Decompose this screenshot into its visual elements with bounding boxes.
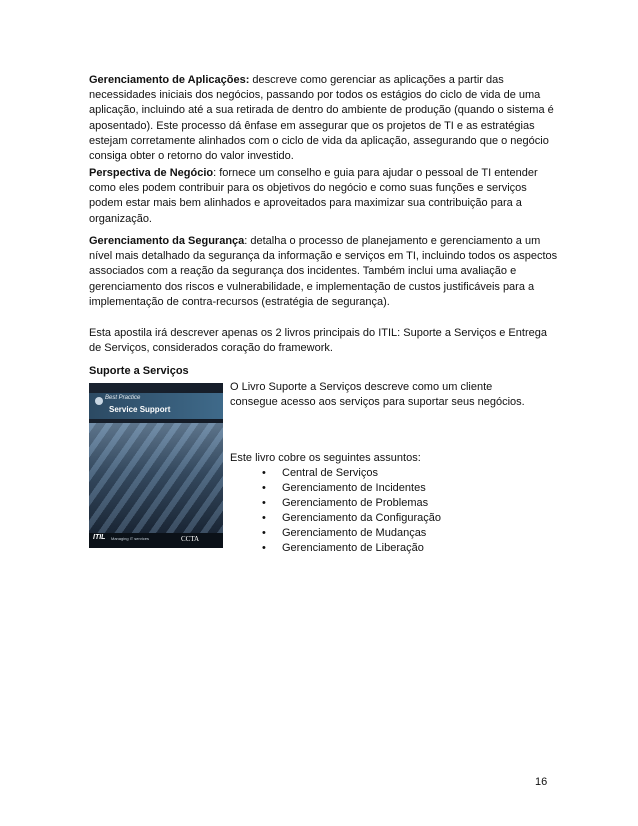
page-number: 16 <box>535 776 548 788</box>
book-cover-image <box>89 383 223 548</box>
bullet-icon: • <box>262 542 266 554</box>
text-seguranca: : detalha o processo de planejamento e gerenciamento a um nível mais detalhado da segurança da informação e serviços em TI, incluindo todos os aspectos associados com a reação da segurança dos incidentes. Também inclui uma avaliação e gerenciamento dos riscos e vulnerabilidade, e implementação de custos justificáveis para a implementação de contra-recursos (estratégia de segurança). <box>89 235 558 308</box>
cover-series: Best Practice <box>105 395 141 401</box>
cover-brand: ITIL <box>93 534 106 541</box>
cover-tagline: Managing IT services <box>111 536 149 541</box>
book-description: O Livro Suporte a Serviços descreve como um cliente consegue acesso aos serviços para suportar seus negócios. <box>230 381 525 408</box>
bullet-icon: • <box>262 512 266 524</box>
term-seguranca: Gerenciamento da Segurança <box>89 235 245 247</box>
text-aplicacoes: descreve como gerenciar as aplicações a partir das necessidades iniciais dos negócios, passando por todos os estágios do ciclo de vida de uma aplicação, incluindo até a sua retirada de dentro do ambiente de produção (quando o sistema é aposentado). Este processo dá ênfase em assegurar que os projetos de TI e as estratégias estejam corretamente alinhados com o ciclo de vida da aplicação, assegurando que o negócio consiga obter o retorno do valor investido. <box>89 74 554 163</box>
list-item: • Gerenciamento de Liberação <box>262 542 424 554</box>
bullet-icon: • <box>262 497 266 509</box>
bullet-icon: • <box>262 527 266 539</box>
paragraph-aplicacoes <box>89 73 559 164</box>
bullet-icon: • <box>262 467 266 479</box>
term-perspectiva: Perspectiva de Negócio <box>89 167 214 179</box>
list-item: • Gerenciamento de Mudanças <box>262 527 427 539</box>
paragraph-perspectiva <box>89 166 559 227</box>
paragraph-seguranca <box>89 234 559 310</box>
cover-publisher: CCTA <box>181 535 200 543</box>
list-item: • Gerenciamento de Incidentes <box>262 482 426 494</box>
topics-intro: Este livro cobre os seguintes assuntos: <box>230 452 421 464</box>
text-perspectiva: : fornece um conselho e guia para ajudar o pessoal de TI entender como eles podem contribuir para os objetivos do negócio e como suas funções e serviços podem estar mais bem alinhados e aproveitados para maximizar sua contribuição para a organização. <box>89 167 538 225</box>
bullet-icon: • <box>262 482 266 494</box>
cover-artwork <box>89 423 223 533</box>
cover-title: Service Support <box>109 405 171 414</box>
list-item: • Gerenciamento da Configuração <box>262 512 441 524</box>
list-item: • Central de Serviços <box>262 467 378 479</box>
paragraph-intro: Esta apostila irá descrever apenas os 2 livros principais do ITIL: Suporte a Serviços e Entrega de Serviços, considerados coração do framework. <box>89 327 547 355</box>
cover-logo-icon <box>95 397 103 405</box>
list-item: • Gerenciamento de Problemas <box>262 497 429 509</box>
topics-list <box>262 466 441 556</box>
term-aplicacoes: Gerenciamento de Aplicações: <box>89 74 250 86</box>
section-heading: Suporte a Serviços <box>89 365 189 377</box>
cover-footer <box>89 533 223 548</box>
